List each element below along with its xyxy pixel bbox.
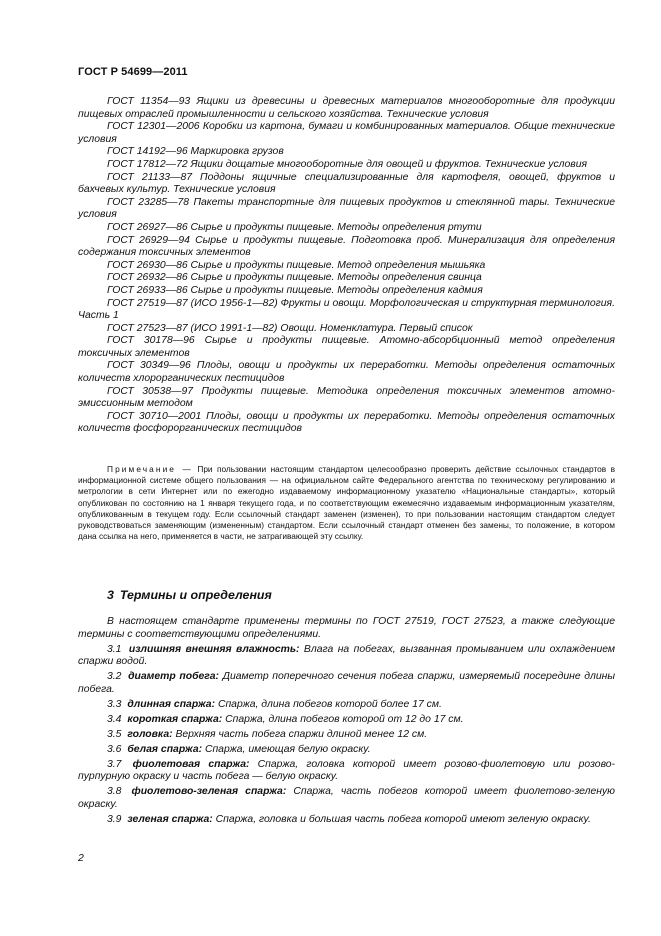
reference-item: ГОСТ 27519—87 (ИСО 1956-1—82) Фрукты и овощи. Морфологическая и структурная терминология. Часть 1 bbox=[78, 297, 615, 322]
reference-item: ГОСТ 23285—78 Пакеты транспортные для пищевых продуктов и стеклянной тары. Технические условия bbox=[78, 196, 615, 221]
section-title: Термины и определения bbox=[119, 588, 272, 602]
terms-list bbox=[78, 616, 615, 829]
term-name: излишняя внешняя влажность: bbox=[128, 643, 300, 655]
term-definition: Верхняя часть побега спаржи длиной менее 12 см. bbox=[175, 728, 428, 740]
term-definition: Диаметр поперечного сечения побега спаржи, измеряемый посередине длины побега. bbox=[78, 671, 616, 695]
reference-item: ГОСТ 12301—2006 Коробки из картона, бумаги и комбинированных материалов. Общие технические условия bbox=[78, 121, 615, 145]
term-definition: Влага на побегах, вызванная промыванием или охлаждением спаржи водой. bbox=[78, 643, 616, 668]
page-number: 2 bbox=[78, 852, 84, 864]
reference-item: ГОСТ 26930—86 Сырье и продукты пищевые. Метод определения мышьяка bbox=[107, 259, 486, 271]
note-paragraph bbox=[78, 464, 615, 542]
note-label: Примечание — bbox=[107, 464, 193, 474]
term-number: 3.1 bbox=[107, 643, 122, 655]
term-name: фиолетовая спаржа: bbox=[132, 758, 250, 770]
terms-intro: В настоящем стандарте применены термины по ГОСТ 27519, ГОСТ 27523, а также следующие термины с соответствующими определениями. bbox=[78, 616, 615, 640]
term-name: белая спаржа: bbox=[127, 743, 203, 755]
reference-item: ГОСТ 26927—86 Сырье и продукты пищевые. Методы определения ртути bbox=[107, 221, 482, 233]
section-number: 3 bbox=[107, 588, 114, 602]
note-text: При пользовании настоящим стандартом целесообразно проверить действие ссылочных стандартов в информационной системе общего пользования — на официальном сайте Федерального агентства по техническому регулированию и метрологии в сети Интернет или по ежегодно издаваемому информационному указателю «Национальные стандарты», который опубликован по состоянию на 1 января текущего года, и по соответствующим ежемесячно издаваемым информационным указателям, опубликованным в текущем году. Если ссылочный стандарт заменен (изменен), то при пользовании настоящим стандартом следует руководствоваться заменяющим (измененным) стандартом. Если ссылочный стандарт отменен без замены, то положение, в котором дана ссылка на него, применяется в части, не затрагивающей эту ссылку. bbox=[78, 464, 616, 542]
term-name: длинная спаржа: bbox=[127, 698, 216, 710]
term-name: диаметр побега: bbox=[128, 671, 219, 683]
reference-item: ГОСТ 26933—86 Сырье и продукты пищевые. Методы определения кадмия bbox=[107, 284, 483, 296]
term-definition: Спаржа, длина побегов которой от 12 до 17 см. bbox=[225, 713, 464, 725]
reference-item: ГОСТ 30538—97 Продукты пищевые. Методика определения токсичных элементов атомно-эмиссионным методом bbox=[78, 385, 615, 410]
section-heading bbox=[107, 588, 272, 602]
term-name: головка: bbox=[127, 728, 173, 740]
reference-item: ГОСТ 21133—87 Поддоны ящичные специализированные для картофеля, овощей, фруктов и бахчевых культур. Технические условия bbox=[78, 171, 615, 196]
term-entry bbox=[78, 699, 615, 712]
term-definition: Спаржа, головка которой имеет розово-фиолетовую или розово-пурпурную окраску и часть побега — белую окраску. bbox=[78, 758, 616, 783]
term-number: 3.2 bbox=[107, 671, 122, 683]
term-entry bbox=[78, 671, 615, 696]
reference-item: ГОСТ 30349—96 Плоды, овощи и продукты их переработки. Методы определения остаточных количеств хлорорганических пестицидов bbox=[78, 360, 615, 385]
term-name: фиолетово-зеленая спаржа: bbox=[131, 786, 287, 798]
term-number: 3.6 bbox=[107, 743, 122, 755]
term-entry bbox=[78, 644, 615, 669]
normative-references bbox=[78, 96, 615, 436]
term-entry bbox=[78, 814, 615, 827]
term-definition: Спаржа, длина побегов которой более 17 см. bbox=[217, 698, 442, 710]
term-entry bbox=[78, 786, 615, 811]
term-entry bbox=[78, 744, 615, 757]
term-number: 3.9 bbox=[107, 813, 122, 825]
reference-item: ГОСТ 27523—87 (ИСО 1991-1—82) Овощи. Номенклатура. Первый список bbox=[107, 322, 473, 334]
term-number: 3.5 bbox=[107, 728, 122, 740]
reference-item: ГОСТ 17812—72 Ящики дощатые многооборотные для овощей и фруктов. Технические условия bbox=[107, 158, 588, 170]
term-definition: Спаржа, часть побегов которой имеет фиолетово-зеленую окраску. bbox=[78, 786, 615, 810]
reference-item: ГОСТ 30710—2001 Плоды, овощи и продукты их переработки. Методы определения остаточных количеств фосфорорганических пестицидов bbox=[78, 410, 615, 435]
term-definition: Спаржа, имеющая белую окраску. bbox=[204, 743, 371, 755]
term-entry bbox=[78, 714, 615, 727]
reference-item: ГОСТ 26929—94 Сырье и продукты пищевые. Подготовка проб. Минерализация для определения содержания токсичных элементов bbox=[78, 234, 615, 259]
term-number: 3.4 bbox=[107, 713, 122, 725]
reference-item: ГОСТ 11354—93 Ящики из древесины и древесных материалов многооборотные для продукции пищевых отраслей промышленности и сельского хозяйства. Технические условия bbox=[78, 96, 615, 120]
term-name: короткая спаржа: bbox=[127, 713, 223, 725]
reference-item: ГОСТ 30178—96 Сырье и продукты пищевые. Атомно-абсорбционный метод определения токсичных элементов bbox=[78, 335, 615, 359]
term-entry bbox=[78, 759, 615, 784]
term-name: зеленая спаржа: bbox=[127, 813, 213, 825]
term-entry bbox=[78, 729, 615, 742]
page-header: ГОСТ Р 54699—2011 bbox=[78, 66, 188, 78]
term-definition: Спаржа, головка и большая часть побега которой имеют зеленую окраску. bbox=[215, 813, 591, 825]
term-number: 3.7 bbox=[107, 758, 122, 770]
term-number: 3.3 bbox=[107, 698, 122, 710]
reference-item: ГОСТ 14192—96 Маркировка грузов bbox=[107, 146, 284, 158]
term-number: 3.8 bbox=[107, 786, 122, 798]
reference-item: ГОСТ 26932—86 Сырье и продукты пищевые. Методы определения свинца bbox=[107, 272, 482, 284]
